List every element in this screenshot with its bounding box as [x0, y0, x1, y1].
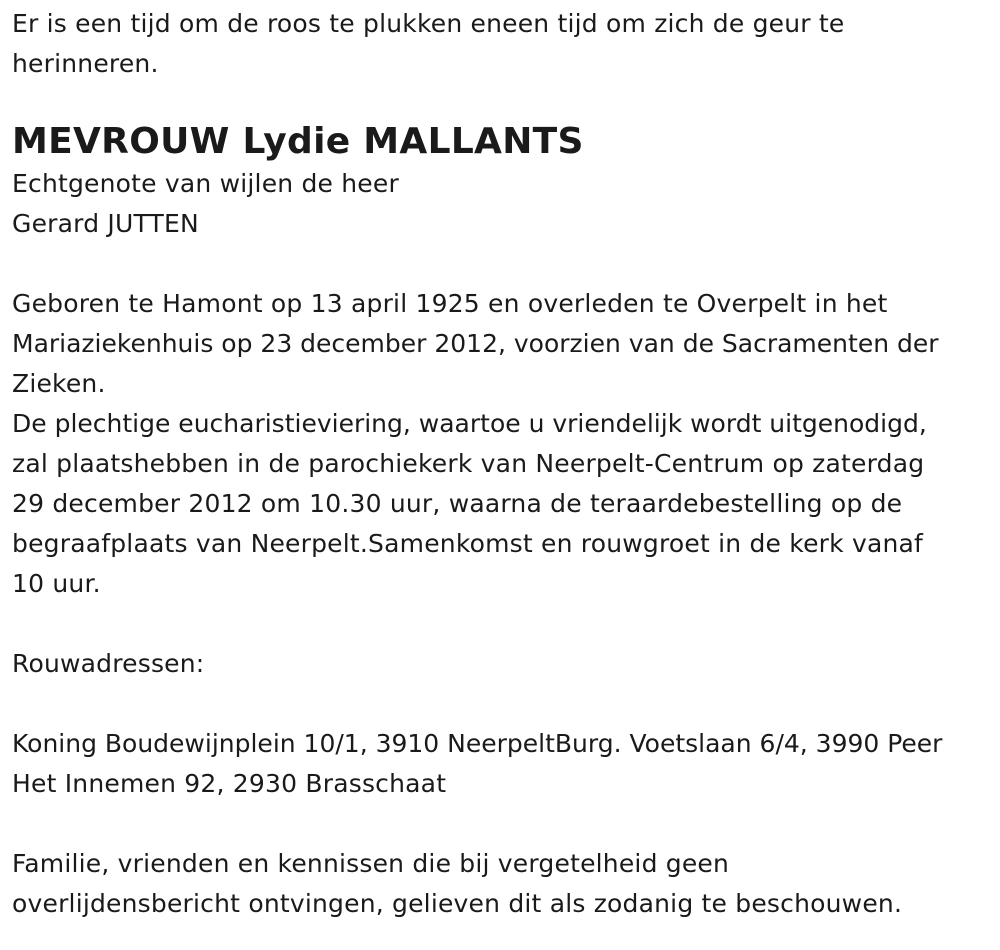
spacer [12, 684, 988, 724]
details-line: De plechtige eucharistieviering, waartoe u vriendelijk wordt uitgenodigd, [12, 409, 927, 438]
addresses-heading: Rouwadressen: [12, 649, 205, 678]
closing-block [12, 844, 988, 924]
spacer [12, 244, 988, 284]
details-line: begraafplaats van Neerpelt.Samenkomst en rouwgroet in de kerk vanaf [12, 529, 924, 558]
relation-line-1: Echtgenote van wijlen de heer [12, 169, 399, 198]
closing-line-2: overlijdensbericht ontvingen, gelieven dit als zodanig te beschouwen. [12, 889, 903, 918]
closing-line-1: Familie, vrienden en kennissen die bij vergetelheid geen [12, 849, 730, 878]
address-line-2: Het Innemen 92, 2930 Brasschaat [12, 769, 447, 798]
address-line-1: Koning Boudewijnplein 10/1, 3910 NeerpeltBurg. Voetslaan 6/4, 3990 Peer [12, 729, 943, 758]
quote-line-2: herinneren. [12, 49, 159, 78]
details-line: Zieken. [12, 369, 106, 398]
deceased-name: MEVROUW Lydie MALLANTS [12, 121, 584, 162]
relation-block [12, 164, 988, 244]
addresses-block [12, 724, 988, 804]
details-line: Geboren te Hamont op 13 april 1925 en overleden te Overpelt in het [12, 289, 888, 318]
details-line: 29 december 2012 om 10.30 uur, waarna de teraardebestelling op de [12, 489, 903, 518]
details-line: Mariaziekenhuis op 23 december 2012, voorzien van de Sacramenten der [12, 329, 939, 358]
details-line: 10 uur. [12, 569, 101, 598]
details-line: zal plaatshebben in de parochiekerk van Neerpelt-Centrum op zaterdag [12, 449, 925, 478]
spacer [12, 604, 988, 644]
relation-line-2: Gerard JUTTEN [12, 209, 199, 238]
quote-line-1: Er is een tijd om de roos te plukken eneen tijd om zich de geur te [12, 9, 845, 38]
details-block [12, 284, 988, 604]
memorial-quote [12, 4, 988, 84]
spacer [12, 804, 988, 844]
